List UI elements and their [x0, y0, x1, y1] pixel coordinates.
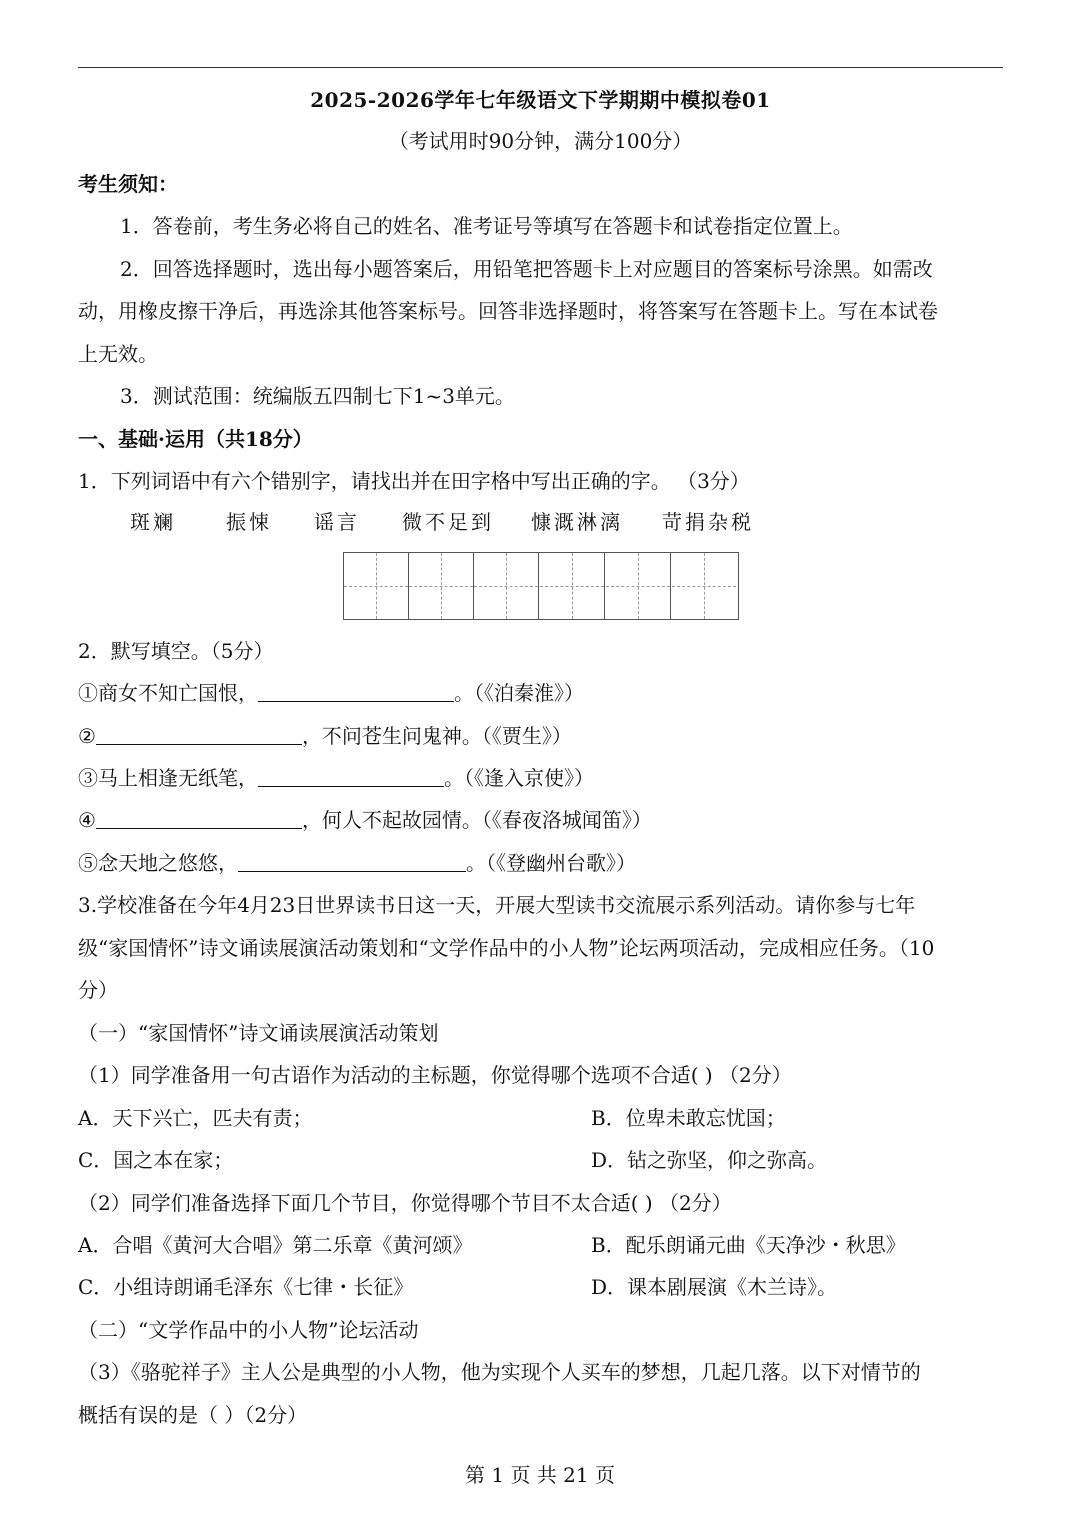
grid-cell[interactable]	[474, 553, 539, 619]
word-item: 斑斓	[130, 510, 176, 534]
subquestion-1-stem: （1）同学准备用一句古语作为活动的主标题，你觉得哪个选项不合适( ) （2分）	[78, 1063, 792, 1087]
fill-blank-5[interactable]	[238, 851, 466, 872]
option-d: D．钻之弥坚，仰之弥高。	[591, 1148, 828, 1172]
option-a: A．天下兴亡，匹夫有责；	[78, 1106, 313, 1130]
question-2-stem: 2．默写填空。（5分）	[78, 639, 274, 663]
subquestion-2-options-row-1	[78, 1231, 1003, 1259]
subquestion-3-line-2: 概括有误的是（ ）（2分）	[78, 1403, 308, 1427]
question-1-word-list	[0, 508, 1080, 536]
word-item: 谣言	[314, 510, 360, 534]
question-1-stem: 1．下列词语中有六个错别字，请找出并在田字格中写出正确的字。 （3分）	[78, 469, 750, 493]
recite-line-4-suffix: ，何人不起故园情。（《春夜洛城闻笛》）	[301, 808, 652, 832]
recite-line-1-suffix: 。（《泊秦淮》）	[454, 681, 584, 705]
recite-line-2-prefix: ②	[78, 724, 96, 748]
recite-line-1-prefix: ①商女不知亡国恨，	[78, 681, 258, 705]
subquestion-1-options-row-1	[78, 1104, 1003, 1132]
grid-cell[interactable]	[606, 553, 671, 619]
option-b: B．位卑未敢忘忧国；	[591, 1106, 786, 1130]
fill-blank-4[interactable]	[96, 808, 302, 829]
notice-heading: 考生须知：	[78, 172, 178, 196]
recite-line-5-suffix: 。（《登幽州台歌》）	[466, 851, 636, 875]
notice-item-2-line-2: 动，用橡皮擦干净后，再选涂其他答案标号。回答非选择题时，将答案写在答题卡上。写在本试卷	[78, 299, 938, 323]
recite-line-2-suffix: ，不问苍生问鬼神。（《贾生》）	[301, 724, 572, 748]
recite-line-3-prefix: ③马上相逢无纸笔，	[78, 766, 258, 790]
notice-item-1: 1．答卷前，考生务必将自己的姓名、准考证号等填写在答题卡和试卷指定位置上。	[120, 214, 853, 238]
option-c: C．国之本在家；	[78, 1148, 234, 1172]
page-subtitle: （考试用时90分钟，满分100分）	[388, 129, 693, 153]
notice-item-3: 3．测试范围：统编版五四制七下1~3单元。	[120, 384, 515, 408]
header-rule	[78, 67, 1003, 68]
subquestion-3-line-1: （3）《骆驼祥子》主人公是典型的小人物，他为实现个人买车的梦想，几起几落。以下对情节的	[78, 1360, 921, 1384]
question-3-line-2: 级“家国情怀”诗文诵读展演活动策划和“文学作品中的小人物”论坛两项活动，完成相应任务。（10	[78, 936, 935, 960]
subquestion-1-options-row-2	[78, 1146, 1003, 1174]
fill-blank-2[interactable]	[96, 724, 302, 745]
word-item: 慷溉淋漓	[531, 510, 623, 534]
section-1-heading: 一、基础·运用（共18分）	[78, 427, 313, 451]
fill-blank-3[interactable]	[258, 766, 444, 787]
grid-cell[interactable]	[344, 553, 409, 619]
fill-blank-1[interactable]	[258, 681, 454, 702]
question-3-line-3: 分）	[78, 978, 118, 1002]
recite-line-5-prefix: ⑤念天地之悠悠，	[78, 851, 238, 875]
recite-line-5	[78, 849, 1003, 877]
notice-item-2-line-1: 2．回答选择题时，选出每小题答案后，用铅笔把答题卡上对应题目的答案标号涂黑。如需改	[120, 257, 933, 281]
subquestion-2-options-row-2	[78, 1273, 1003, 1301]
page-title: 2025-2026学年七年级语文下学期期中模拟卷01	[310, 88, 771, 112]
option-c: C．小组诗朗诵毛泽东《七律・长征》	[78, 1275, 414, 1299]
word-item: 苛捐杂税	[662, 510, 754, 534]
subquestion-2-stem: （2）同学们准备选择下面几个节目，你觉得哪个节目不太合适( ) （2分）	[78, 1191, 732, 1215]
option-d: D．课本剧展演《木兰诗》。	[591, 1275, 838, 1299]
page-number: 第 1 页 共 21 页	[465, 1463, 615, 1487]
recite-line-4-prefix: ④	[78, 808, 96, 832]
recite-line-2	[78, 722, 1003, 750]
word-item: 微不足到	[402, 510, 494, 534]
recite-line-3-suffix: 。（《逢入京使》）	[444, 766, 594, 790]
grid-cell[interactable]	[409, 553, 474, 619]
grid-cell[interactable]	[672, 553, 737, 619]
recite-line-1	[78, 679, 1003, 707]
recite-line-3	[78, 764, 1003, 792]
grid-cell[interactable]	[540, 553, 605, 619]
notice-item-2-line-3: 上无效。	[78, 342, 158, 366]
option-b: B．配乐朗诵元曲《天净沙・秋思》	[591, 1233, 906, 1257]
part-1-heading: （一）“家国情怀”诗文诵读展演活动策划	[78, 1021, 439, 1045]
question-3-line-1: 3.学校准备在今年4月23日世界读书日这一天，开展大型读书交流展示系列活动。请你参与七年	[78, 893, 916, 917]
word-item: 振悚	[226, 510, 272, 534]
part-2-heading: （二）“文学作品中的小人物”论坛活动	[78, 1318, 419, 1342]
tianzige-answer-grid[interactable]	[343, 552, 739, 620]
option-a: A．合唱《黄河大合唱》第二乐章《黄河颂》	[78, 1233, 473, 1257]
recite-line-4	[78, 806, 1003, 834]
